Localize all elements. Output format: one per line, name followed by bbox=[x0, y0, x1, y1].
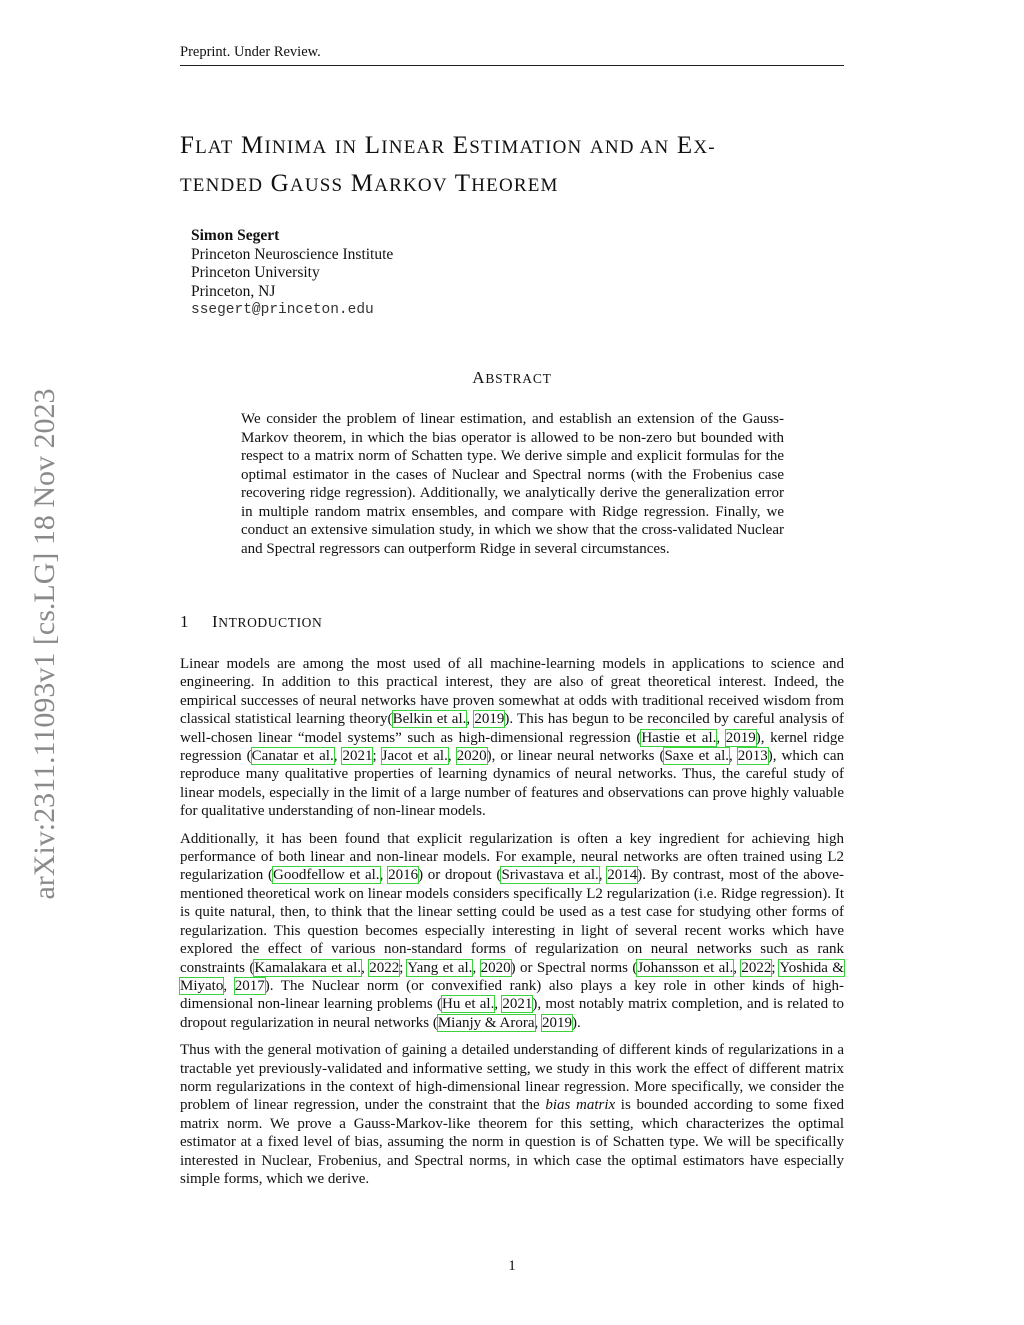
citation-link[interactable]: 2016 bbox=[388, 867, 419, 884]
citation-link[interactable]: 2021 bbox=[502, 996, 533, 1013]
citation-link[interactable]: Kamalakara et al. bbox=[254, 959, 362, 976]
citation-link[interactable]: Mianjy & Arora bbox=[437, 1014, 535, 1031]
citation-link[interactable]: 2020 bbox=[456, 748, 487, 765]
citation-link[interactable]: 2019 bbox=[542, 1014, 572, 1031]
page-number: 1 bbox=[508, 1258, 516, 1274]
citation-link[interactable]: 2017 bbox=[234, 977, 265, 994]
citation-link[interactable]: Yoshida & Miyato bbox=[180, 959, 844, 994]
citation-link[interactable]: Yang et al. bbox=[407, 959, 473, 976]
arxiv-identifier: arXiv:2311.11093v1 [cs.LG] 18 Nov 2023 bbox=[28, 388, 61, 900]
paragraph: Linear models are among the most used of all machine-learning models in applications to science and engineering. In addition to this practical interest, they are also of great theoretical interest. Indeed, the empirical successes of neural networks have proven somewhat at odds with traditional received wisdom from classical statistical learning theory(Belkin et al., 2019). This has begun to be reconciled by careful analysis of well-chosen linear “model systems” such as high-dimensional regression (Hastie et al., 2019), kernel ridge regression (Canatar et al., 2021; Jacot et al., 2020), or linear neural networks (Saxe et al., 2013), which can reproduce many qualitative properties of learning dynamics of neural networks. Thus, the careful study of linear models, especially in the limit of a large number of features and observations can prove highly valuable for qualitative understanding of non-linear models. bbox=[180, 656, 845, 820]
citation-link[interactable]: 2022 bbox=[741, 959, 772, 976]
citation-link[interactable]: 2013 bbox=[737, 748, 768, 765]
author-name: Simon Segert bbox=[191, 227, 280, 244]
citation-link[interactable]: Saxe et al. bbox=[664, 748, 730, 765]
citation-link[interactable]: 2019 bbox=[474, 711, 505, 728]
citation-link[interactable]: Jacot et al. bbox=[381, 748, 448, 765]
abstract-heading: ABSTRACT bbox=[472, 368, 552, 387]
author-affiliation: Princeton Neuroscience Institute bbox=[191, 245, 394, 263]
section-heading: 1 INTRODUCTION bbox=[180, 612, 323, 631]
body-text bbox=[180, 655, 844, 1197]
emphasis: bias matrix bbox=[545, 1097, 616, 1114]
author-email[interactable]: ssegert@princeton.edu bbox=[191, 302, 374, 318]
citation-link[interactable]: 2014 bbox=[607, 867, 638, 884]
paragraph: Additionally, it has been found that explicit regularization is often a key ingredient for achieving high performance of both linear and non-linear models. For example, neural networks are often trained using L2 regularization (Goodfellow et al., 2016) or dropout (Srivastava et al., 2014). By contrast, most of the above-mentioned theoretical work on linear models considers specifically L2 regularization (i.e. Ridge regression). It is quite natural, then, to think that the linear setting could be used as a test case for studying other forms of regularization. This question becomes especially interesting in light of several recent works which have explored the effect of various non-standard forms of regularization on neural networks such as rank constraints (Kamalakara et al., 2022; Yang et al., 2020) or Spectral norms (Johansson et al., 2022; Yoshida & Miyato, 2017). The Nuclear norm (or convexified rank) also plays a key role in other kinds of high-dimensional non-linear learning problems (Hu et al., 2021), most notably matrix completion, and is related to dropout regularization in neural networks (Mianjy & Arora, 2019). bbox=[180, 830, 845, 1031]
running-header: Preprint. Under Review. bbox=[180, 44, 321, 60]
citation-link[interactable]: Belkin et al. bbox=[392, 711, 467, 728]
citation-link[interactable]: 2020 bbox=[480, 959, 511, 976]
citation-link[interactable]: Goodfellow et al. bbox=[273, 867, 380, 884]
citation-link[interactable]: Canatar et al. bbox=[251, 748, 334, 765]
author-affiliation: Princeton University bbox=[191, 264, 320, 281]
citation-link[interactable]: Hu et al. bbox=[442, 996, 495, 1013]
header-rule bbox=[180, 65, 844, 66]
paragraph: Thus with the general motivation of gaining a detailed understanding of different kinds of regularizations in a tractable yet previously-validated and informative setting, we study in this work the effect of different matrix norm regularizations in the context of high-dimensional linear regression. More specifically, we consider the problem of linear regression, under the constraint that the bias matrix is bounded according to some fixed matrix norm. We prove a Gauss-Markov-like theorem for this setting, which characterizes the optimal estimator at a fixed level of bias, assuming the norm in question is of Schatten type. We will be specifically interested in Nuclear, Frobenius, and Spectral norms, in which case the optimal estimators have especially simple forms, which we derive. bbox=[180, 1042, 845, 1187]
paper-title: FLAT MINIMA IN LINEAR ESTIMATION AND AN EX- TENDED GAUSS MARKOV THEOREM bbox=[180, 132, 716, 197]
citation-link[interactable]: Hastie et al. bbox=[641, 729, 717, 746]
abstract-text: We consider the problem of linear estimation, and establish an extension of the Gauss-Markov theorem, in which the bias operator is allowed to be non-zero but bounded with respect to a matrix norm of Schatten type. We derive simple and explicit formulas for the optimal estimator in the cases of Nuclear and Spectral norms (with the Frobenius case recovering ridge regression). Additionally, we analytically derive the generalization error in multiple random matrix ensembles, and compare with Ridge regression. Finally, we conduct an extensive simulation study, in which we show that the cross-validated Nuclear and Spectral regressors can outperform Ridge in several circumstances. bbox=[241, 411, 784, 557]
author-block bbox=[191, 227, 393, 320]
citation-link[interactable]: 2021 bbox=[342, 748, 373, 765]
citation-link[interactable]: Srivastava et al. bbox=[501, 867, 599, 884]
citation-link[interactable]: 2019 bbox=[725, 729, 756, 746]
author-location: Princeton, NJ bbox=[191, 282, 276, 300]
citation-link[interactable]: Johansson et al. bbox=[637, 959, 734, 976]
citation-link[interactable]: 2022 bbox=[369, 959, 400, 976]
